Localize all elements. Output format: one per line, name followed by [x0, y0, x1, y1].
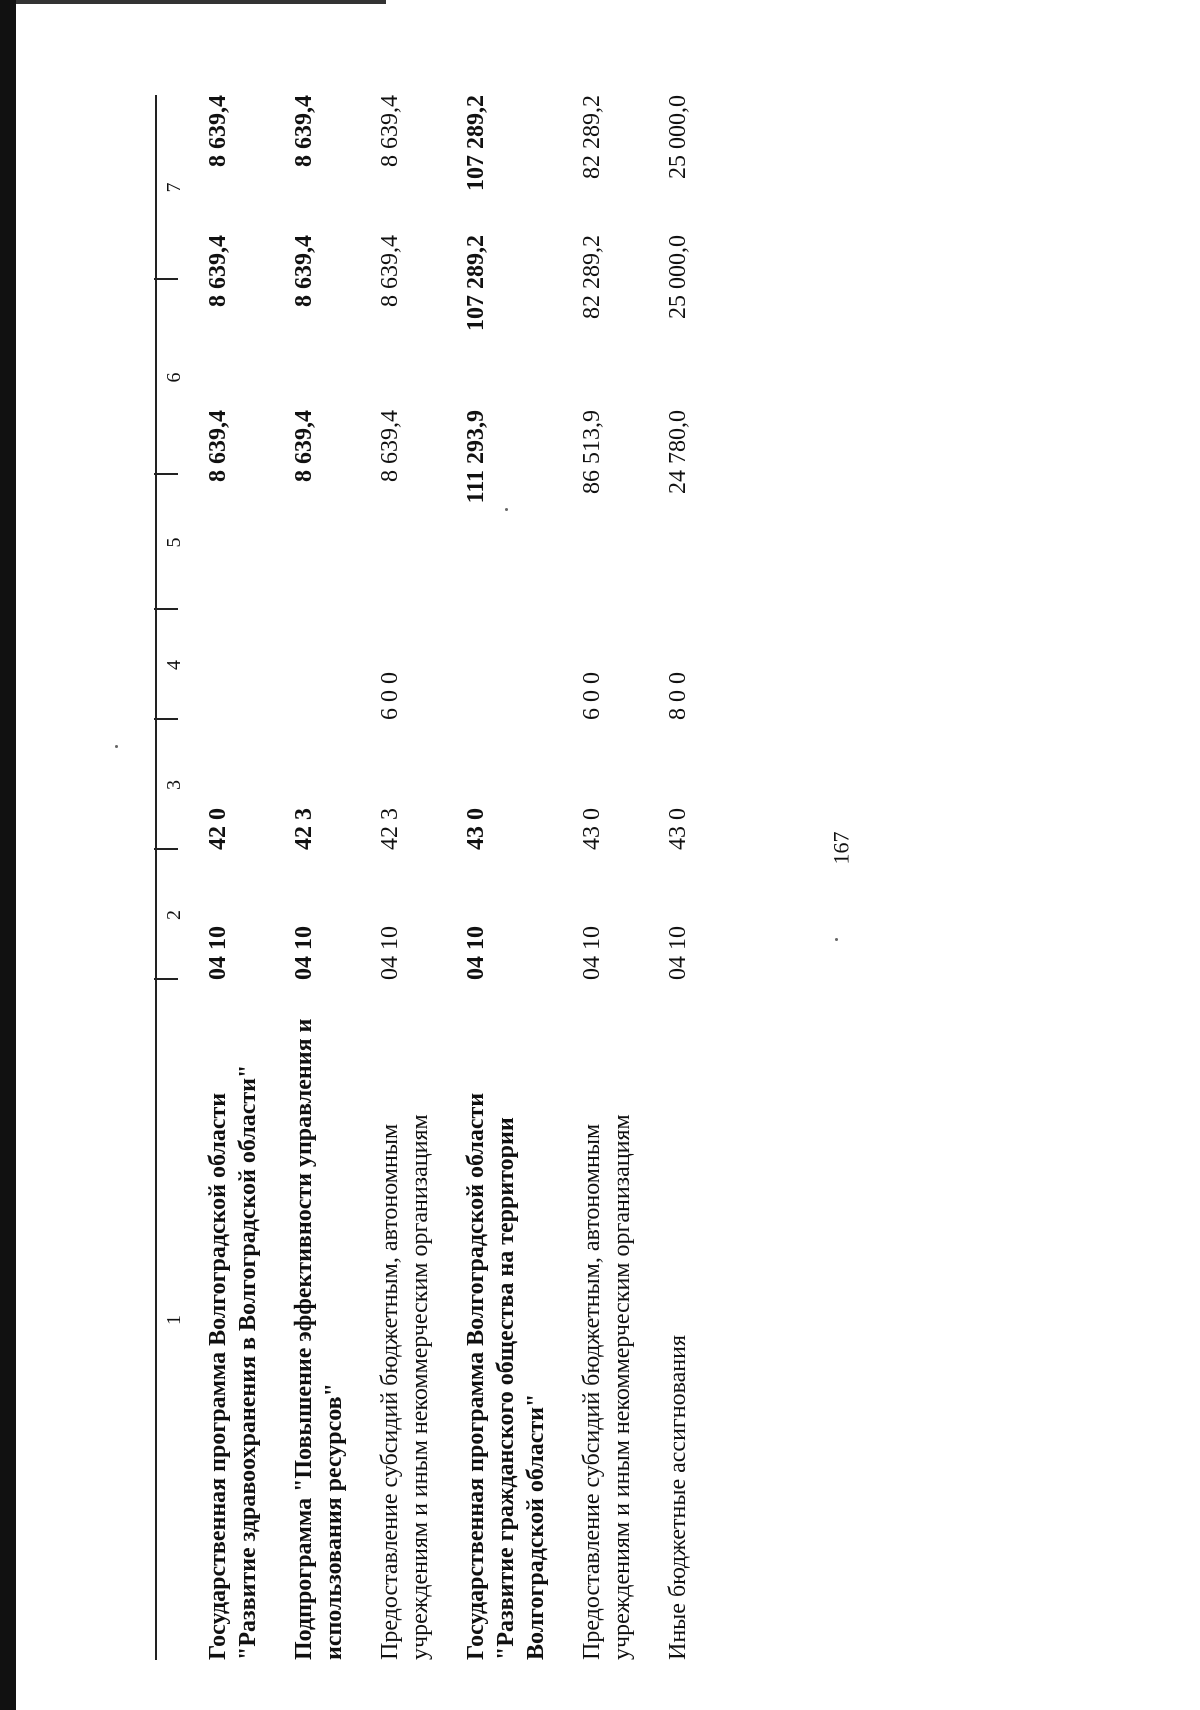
amount-col6: 107 289,2 — [463, 235, 489, 331]
target-article-code: 43 0 — [463, 808, 489, 850]
column-number-7: 7 — [163, 182, 185, 193]
section-code: 04 10 — [463, 926, 489, 980]
table-row — [375, 95, 461, 1660]
amount-col5: 8 639,4 — [205, 410, 231, 482]
expense-type-code: 800 — [665, 666, 691, 720]
data-table — [203, 95, 693, 1660]
row-name: Предоставление субсидий бюджетным, автономным учреждениям и иным некоммерческим организациям — [579, 1114, 635, 1660]
section-code: 04 10 — [205, 926, 231, 980]
amount-col6: 8 639,4 — [291, 235, 317, 307]
section-code: 04 10 — [665, 926, 691, 980]
row-name: Государственная программа Волгоградской области "Развитие здравоохранения в Волгоградской области" — [205, 1064, 261, 1660]
expense-type-code: 600 — [377, 666, 403, 720]
amount-col5: 24 780,0 — [665, 410, 691, 494]
amount-col7: 82 289,2 — [579, 95, 605, 179]
header-rule — [155, 95, 157, 1660]
section-code: 04 10 — [579, 926, 605, 980]
table-row — [289, 95, 375, 1660]
column-number-4: 4 — [163, 660, 185, 670]
expense-type-code — [289, 610, 375, 720]
amount-col6: 82 289,2 — [579, 235, 605, 319]
section-code: 04 10 — [291, 926, 317, 980]
expense-type-code — [461, 610, 577, 720]
column-number-2: 2 — [163, 910, 185, 920]
column-number-1: 1 — [163, 1315, 185, 1325]
amount-col5: 86 513,9 — [579, 410, 605, 494]
amount-col6: 8 639,4 — [377, 235, 403, 307]
row-name: Иные бюджетные ассигнования — [665, 1335, 691, 1660]
amount-col5: 111 293,9 — [463, 410, 489, 504]
amount-col7: 25 000,0 — [665, 95, 691, 179]
budget-table — [155, 95, 1025, 1660]
amount-col7: 107 289,2 — [463, 95, 489, 191]
table-row — [461, 95, 577, 1660]
target-article-code: 43 0 — [579, 808, 605, 850]
row-name: Подпрограмма "Повышение эффективности управления и использования ресурсов" — [291, 1018, 347, 1660]
section-code: 04 10 — [377, 926, 403, 980]
amount-col5: 8 639,4 — [291, 410, 317, 482]
scan-speck — [115, 745, 118, 748]
target-article-code: 43 0 — [665, 808, 691, 850]
scan-top-rule — [16, 0, 386, 4]
target-article-code: 42 3 — [377, 808, 403, 850]
target-article-code: 42 0 — [205, 808, 231, 850]
row-name: Предоставление субсидий бюджетным, автономным учреждениям и иным некоммерческим организациям — [377, 1114, 433, 1660]
column-number-3: 3 — [163, 780, 185, 790]
page-number: 167 — [828, 831, 854, 865]
scan-edge — [0, 0, 16, 1710]
table-row — [577, 95, 663, 1660]
table-row — [203, 95, 289, 1660]
expense-type-code — [203, 610, 289, 720]
column-number-5: 5 — [163, 537, 185, 548]
expense-type-code: 600 — [579, 666, 605, 720]
amount-col6: 8 639,4 — [205, 235, 231, 307]
amount-col5: 8 639,4 — [377, 410, 403, 482]
amount-col7: 8 639,4 — [205, 95, 231, 167]
row-name: Государственная программа Волгоградской области "Развитие гражданского общества на территории Волгоградской области" — [463, 1092, 549, 1660]
amount-col7: 8 639,4 — [377, 95, 403, 167]
target-article-code: 42 3 — [291, 808, 317, 850]
amount-col7: 8 639,4 — [291, 95, 317, 167]
table-row — [663, 95, 693, 1660]
column-number-6: 6 — [163, 372, 185, 383]
amount-col6: 25 000,0 — [665, 235, 691, 319]
